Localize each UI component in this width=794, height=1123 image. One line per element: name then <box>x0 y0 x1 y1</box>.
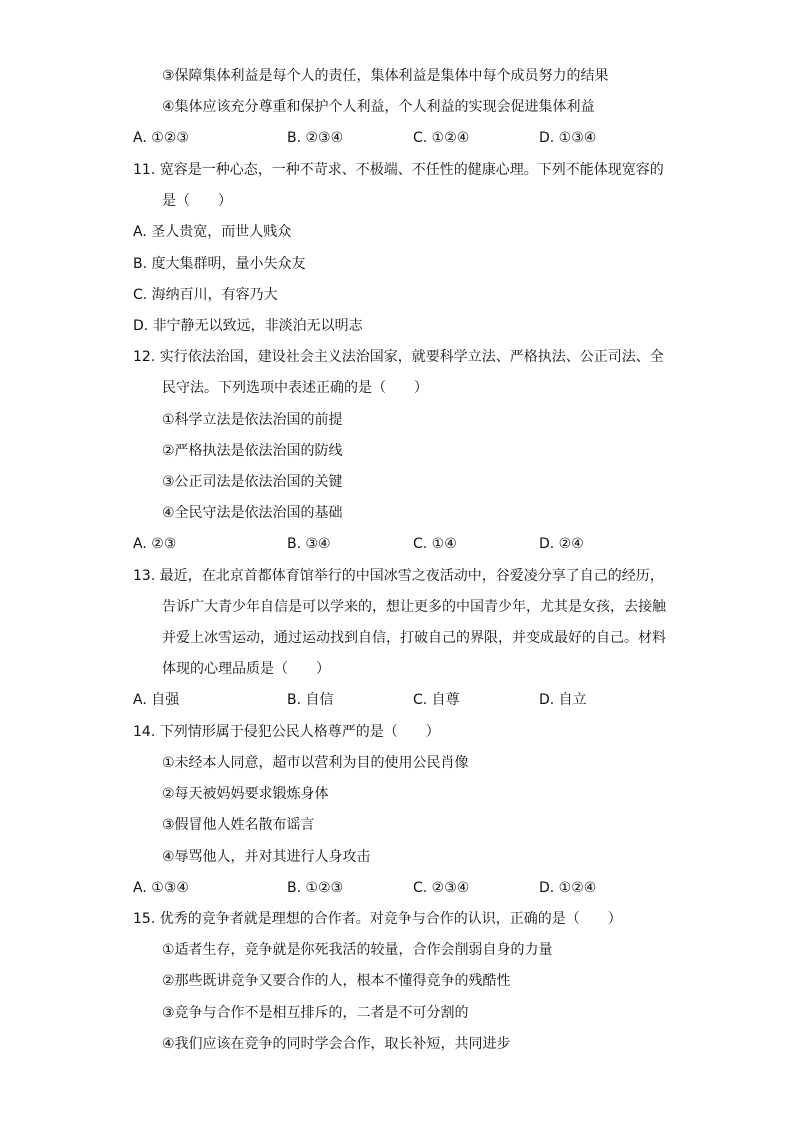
q13-stem-line-4: 体现的心理品质是（ ） <box>162 661 330 677</box>
q15-item-3: ③竞争与合作不是相互排斥的，二者是不可分割的 <box>162 1005 469 1021</box>
q14-option-c[interactable]: C. ②③④ <box>413 880 470 896</box>
q13-stem-line-2: 告诉广大青少年自信是可以学来的，想让更多的中国青少年，尤其是女孩，去接触 <box>162 599 666 615</box>
q13-option-b[interactable]: B. 自信 <box>287 692 334 708</box>
q12-option-c[interactable]: C. ①④ <box>413 536 457 552</box>
q11-option-d[interactable]: D. 非宁静无以致远，非淡泊无以明志 <box>133 318 363 334</box>
q12-option-a[interactable]: A. ②③ <box>133 536 177 552</box>
q13-stem-line-3: 并爱上冰雪运动，通过运动找到自信，打破自己的界限，并变成最好的自己。材料 <box>162 630 666 646</box>
q11-option-b[interactable]: B. 度大集群明，量小失众友 <box>133 256 306 272</box>
q11-stem-line-1: 11. 宽容是一种心态，一种不苛求、不极端、不任性的健康心理。下列不能体现宽容的 <box>133 162 664 178</box>
q13-option-d[interactable]: D. 自立 <box>539 692 587 708</box>
q15-item-1: ①适者生存，竞争就是你死我活的较量，合作会削弱自身的力量 <box>162 942 553 958</box>
q12-item-4: ④全民守法是依法治国的基础 <box>162 505 343 521</box>
q12-stem-line-1: 12. 实行依法治国，建设社会主义法治国家，就要科学立法、严格执法、公正司法、全 <box>133 349 664 365</box>
q11-stem-line-2: 是（ ） <box>162 193 232 209</box>
q14-item-1: ①未经本人同意，超市以营利为目的使用公民肖像 <box>162 755 469 771</box>
q12-stem-line-2: 民守法。下列选项中表述正确的是（ ） <box>162 380 428 396</box>
q15-item-4: ④我们应该在竞争的同时学会合作，取长补短，共同进步 <box>162 1036 511 1052</box>
q14-item-2: ②每天被妈妈要求锻炼身体 <box>162 786 329 802</box>
q12-item-1: ①科学立法是依法治国的前提 <box>162 412 343 428</box>
q14-option-d[interactable]: D. ①②④ <box>539 880 597 896</box>
q10-option-d[interactable]: D. ①③④ <box>539 130 597 146</box>
q14-item-3: ③假冒他人姓名散布谣言 <box>162 817 315 833</box>
q14-item-4: ④辱骂他人，并对其进行人身攻击 <box>162 849 371 865</box>
q14-option-b[interactable]: B. ①②③ <box>287 880 344 896</box>
q12-option-d[interactable]: D. ②④ <box>539 536 584 552</box>
q10-item-4: ④集体应该充分尊重和保护个人利益，个人利益的实现会促进集体利益 <box>162 99 595 115</box>
q14-stem: 14. 下列情形属于侵犯公民人格尊严的是（ ） <box>133 724 440 740</box>
q15-stem: 15. 优秀的竞争者就是理想的合作者。对竞争与合作的认识，正确的是（ ） <box>133 911 622 927</box>
q11-option-c[interactable]: C. 海纳百川，有容乃大 <box>133 287 278 303</box>
q13-option-c[interactable]: C. 自尊 <box>413 692 460 708</box>
q13-stem-line-1: 13. 最近，在北京首都体育馆举行的中国冰雪之夜活动中，谷爱凌分享了自己的经历， <box>133 568 664 584</box>
q12-item-2: ②严格执法是依法治国的防线 <box>162 443 343 459</box>
q14-option-a[interactable]: A. ①③④ <box>133 880 189 896</box>
q10-option-b[interactable]: B. ②③④ <box>287 130 344 146</box>
q12-item-3: ③公正司法是依法治国的关键 <box>162 474 343 490</box>
q13-option-a[interactable]: A. 自强 <box>133 692 180 708</box>
q12-option-b[interactable]: B. ③④ <box>287 536 331 552</box>
q10-option-a[interactable]: A. ①②③ <box>133 130 189 146</box>
q10-item-3: ③保障集体利益是每个人的责任，集体利益是集体中每个成员努力的结果 <box>162 68 609 84</box>
q15-item-2: ②那些既讲竞争又要合作的人，根本不懂得竞争的残酷性 <box>162 973 511 989</box>
q10-option-c[interactable]: C. ①②④ <box>413 130 470 146</box>
q11-option-a[interactable]: A. 圣人贵宽，而世人贱众 <box>133 224 292 240</box>
